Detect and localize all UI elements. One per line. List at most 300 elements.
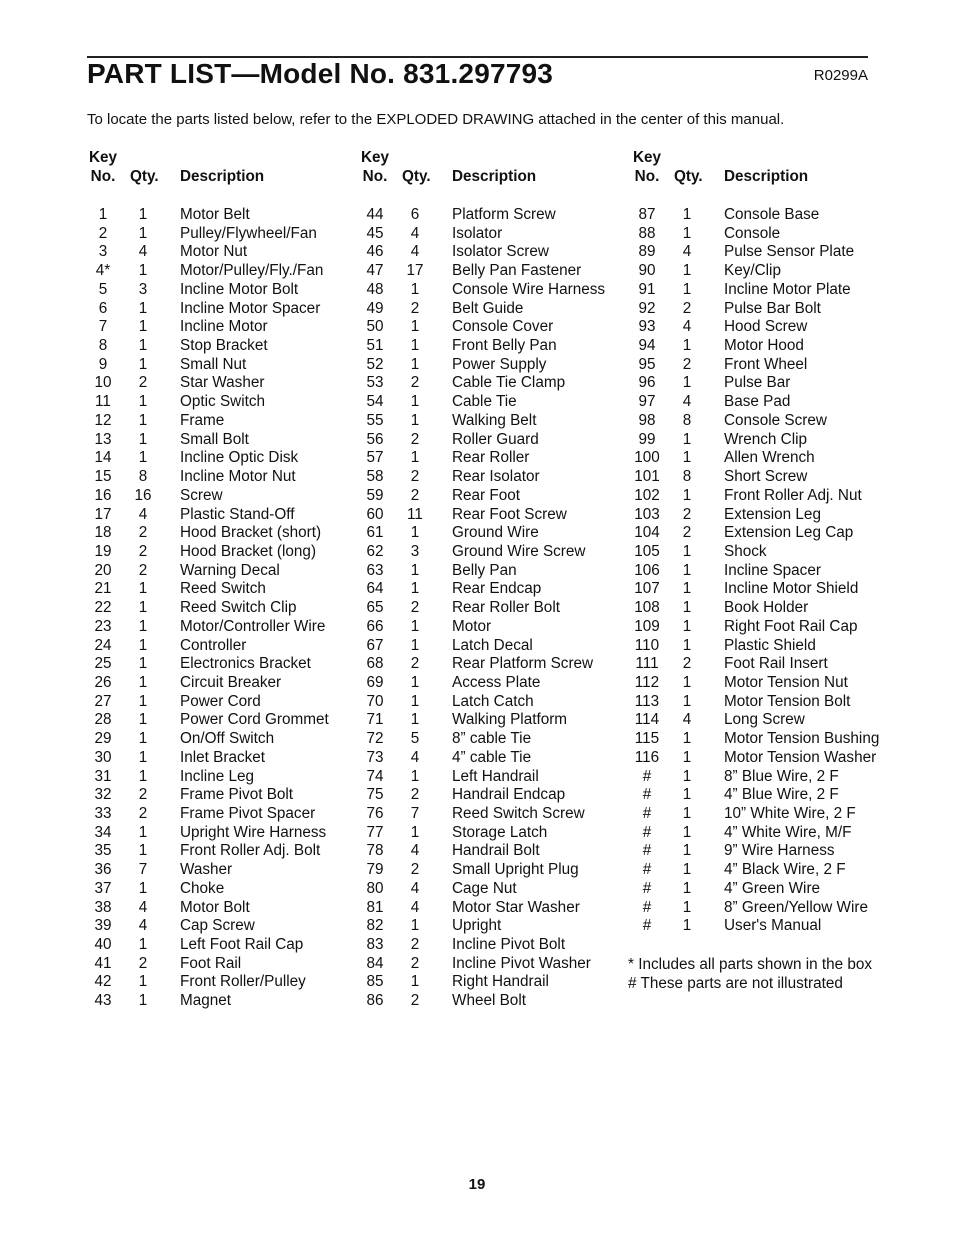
part-key-no: 43: [94, 992, 112, 1010]
header-qty: Qty.: [402, 168, 431, 185]
part-row: [631, 243, 891, 262]
part-description: Rear Roller Bolt: [452, 599, 560, 617]
part-key-no: 16: [94, 486, 112, 504]
part-row: [359, 524, 619, 543]
part-row: [631, 768, 891, 787]
part-description: Isolator Screw: [452, 243, 549, 261]
part-row: [631, 861, 891, 880]
part-key-no: 18: [94, 524, 112, 542]
part-key-no: 67: [366, 636, 384, 654]
part-key-no: 37: [94, 879, 112, 897]
part-qty: 1: [682, 561, 692, 579]
part-key-no: 114: [634, 711, 660, 729]
part-key-no: 53: [366, 374, 384, 392]
part-row: [87, 730, 347, 749]
part-row: [359, 431, 619, 450]
part-row: [631, 786, 891, 805]
part-description: Small Upright Plug: [452, 861, 579, 879]
part-row: [359, 655, 619, 674]
part-description: Warning Decal: [180, 561, 280, 579]
part-description: Incline Leg: [180, 767, 254, 785]
part-row: [631, 206, 891, 225]
part-description: Short Screw: [724, 468, 808, 486]
part-row: [631, 449, 891, 468]
part-key-no: 61: [366, 524, 384, 542]
part-description: Pulse Bar Bolt: [724, 299, 821, 317]
part-description: Front Roller Adj. Nut: [724, 486, 862, 504]
part-key-no: 54: [366, 393, 384, 411]
part-row: [87, 562, 347, 581]
part-description: Optic Switch: [180, 393, 266, 411]
part-qty: 8: [682, 411, 692, 429]
part-qty: 1: [410, 711, 420, 729]
part-qty: 1: [682, 580, 692, 598]
header-no: No.: [90, 168, 116, 185]
part-key-no: 25: [94, 655, 112, 673]
part-qty: 1: [682, 337, 692, 355]
part-qty: 2: [138, 805, 148, 822]
part-qty: 2: [682, 355, 692, 373]
part-qty: 2: [410, 861, 420, 879]
part-key-no: 52: [366, 355, 384, 373]
part-row: [631, 655, 891, 674]
part-description: Key/Clip: [724, 262, 781, 280]
part-key-no: 11: [95, 393, 111, 411]
part-description: Incline Motor Plate: [724, 280, 851, 298]
part-qty: 1: [138, 599, 148, 617]
part-description: 8” cable Tie: [452, 730, 532, 748]
part-description: Rear Foot: [452, 486, 521, 504]
part-qty: 2: [682, 299, 692, 317]
header-no: No.: [634, 168, 660, 185]
document-code: R0299A: [813, 67, 868, 84]
part-row: [631, 318, 891, 337]
part-description: Base Pad: [724, 393, 791, 411]
part-key-no: 75: [366, 786, 384, 804]
part-key-no: 17: [94, 505, 112, 523]
part-key-no: 89: [638, 243, 656, 261]
part-qty: 1: [410, 355, 420, 373]
part-qty: 1: [138, 879, 148, 897]
part-qty: 1: [410, 580, 420, 598]
part-key-no: 88: [638, 224, 656, 242]
part-qty: 1: [410, 636, 420, 654]
footnote-included: * Includes all parts shown in the box: [628, 956, 873, 973]
part-row: [359, 674, 619, 693]
part-key-no: 112: [634, 673, 660, 691]
part-description: Long Screw: [724, 711, 805, 729]
part-description: Storage Latch: [452, 823, 548, 841]
part-key-no: 73: [366, 748, 384, 766]
part-qty: 1: [138, 411, 148, 429]
part-key-no: 56: [366, 430, 384, 448]
part-key-no: 9: [98, 355, 108, 373]
part-qty: 1: [410, 337, 420, 355]
part-key-no: 22: [94, 599, 112, 617]
part-description: Magnet: [180, 992, 232, 1010]
part-row: [359, 936, 619, 955]
part-description: Controller: [180, 636, 247, 654]
part-row: [87, 543, 347, 562]
part-qty: 1: [410, 561, 420, 579]
part-row: [87, 674, 347, 693]
part-qty: 8: [138, 468, 148, 486]
part-qty: 1: [682, 805, 692, 822]
part-key-no: 2: [98, 224, 108, 242]
part-description: Rear Foot Screw: [452, 505, 567, 523]
header-qty: Qty.: [130, 168, 159, 185]
part-key-no: 63: [366, 561, 384, 579]
part-description: Power Cord: [180, 692, 261, 710]
part-qty: 1: [682, 842, 692, 860]
part-qty: 6: [410, 206, 420, 223]
part-row: [87, 300, 347, 319]
part-key-no: 64: [366, 580, 384, 598]
part-description: Incline Motor Nut: [180, 468, 296, 486]
part-qty: 1: [410, 767, 420, 785]
part-qty: 1: [410, 280, 420, 298]
part-qty: 1: [682, 486, 692, 504]
part-row: [359, 880, 619, 899]
part-row: [87, 374, 347, 393]
part-qty: 1: [138, 262, 148, 280]
part-key-no: 99: [638, 430, 656, 448]
part-qty: 1: [138, 973, 148, 991]
part-qty: 1: [138, 337, 148, 355]
part-row: [87, 468, 347, 487]
part-key-no: 77: [366, 823, 384, 841]
part-qty: 4: [410, 243, 420, 261]
part-key-no: 36: [94, 861, 112, 879]
part-description: Upright Wire Harness: [180, 823, 327, 841]
part-qty: 7: [138, 861, 148, 879]
part-qty: 1: [682, 917, 692, 935]
part-description: Rear Isolator: [452, 468, 540, 486]
part-description: Front Roller/Pulley: [180, 973, 306, 991]
part-description: Extension Leg: [724, 505, 821, 523]
part-row: [87, 281, 347, 300]
part-row: [359, 543, 619, 562]
part-key-no: 49: [366, 299, 384, 317]
header-key: Key: [633, 149, 662, 166]
part-qty: 1: [138, 393, 148, 411]
part-description: Rear Roller: [452, 449, 530, 467]
part-description: Motor: [452, 617, 492, 635]
part-row: [87, 768, 347, 787]
part-description: Console Wire Harness: [452, 280, 606, 298]
part-qty: 5: [410, 730, 420, 748]
part-qty: 1: [410, 692, 420, 710]
part-key-no: 70: [366, 692, 384, 710]
part-row: [359, 618, 619, 637]
part-key-no: 19: [94, 542, 112, 560]
part-description: Screw: [180, 486, 223, 504]
part-key-no: 79: [366, 861, 384, 879]
part-row: [359, 992, 619, 1011]
part-row: [359, 861, 619, 880]
part-key-no: 33: [94, 805, 112, 822]
part-key-no: 116: [634, 748, 660, 766]
part-qty: 2: [410, 599, 420, 617]
part-key-no: 40: [94, 936, 112, 954]
part-description: Ground Wire Screw: [452, 542, 586, 560]
part-row: [631, 506, 891, 525]
part-qty: 1: [682, 636, 692, 654]
part-key-no: 5: [98, 280, 108, 298]
part-row: [631, 899, 891, 918]
part-qty: 4: [410, 224, 420, 242]
part-key-no: 4*: [95, 262, 111, 280]
part-row: [87, 899, 347, 918]
part-row: [631, 674, 891, 693]
part-key-no: 32: [94, 786, 112, 804]
part-description: Walking Platform: [452, 711, 568, 729]
part-qty: 4: [682, 711, 692, 729]
part-description: Access Plate: [452, 673, 541, 691]
part-row: [87, 786, 347, 805]
part-description: Right Handrail: [452, 973, 549, 991]
part-row: [631, 824, 891, 843]
part-row: [359, 899, 619, 918]
part-key-no: 71: [366, 711, 384, 729]
part-description: Motor/Controller Wire: [180, 617, 326, 635]
part-row: [631, 412, 891, 431]
part-row: [87, 337, 347, 356]
part-key-no: #: [642, 805, 652, 822]
part-qty: 17: [406, 262, 424, 280]
part-row: [87, 637, 347, 656]
header-description: Description: [180, 168, 265, 185]
part-row: [359, 318, 619, 337]
part-qty: 2: [138, 542, 148, 560]
part-qty: 1: [410, 973, 420, 991]
part-key-no: 84: [366, 954, 384, 972]
part-key-no: 45: [366, 224, 384, 242]
part-description: Console Base: [724, 206, 820, 223]
part-key-no: 109: [634, 617, 660, 635]
part-row: [87, 506, 347, 525]
part-qty: 1: [138, 823, 148, 841]
part-row: [359, 637, 619, 656]
part-key-no: 38: [94, 898, 112, 916]
part-description: Frame Pivot Spacer: [180, 805, 316, 822]
part-row: [631, 356, 891, 375]
part-row: [359, 842, 619, 861]
part-key-no: 12: [94, 411, 112, 429]
part-row: [87, 599, 347, 618]
part-qty: 1: [682, 206, 692, 223]
part-description: Motor/Pulley/Fly./Fan: [180, 262, 324, 280]
part-description: Incline Pivot Bolt: [452, 936, 566, 954]
part-qty: 1: [410, 917, 420, 935]
part-key-no: 60: [366, 505, 384, 523]
part-qty: 2: [410, 992, 420, 1010]
part-description: Shock: [724, 542, 767, 560]
part-key-no: 44: [366, 206, 384, 223]
part-key-no: 47: [366, 262, 384, 280]
part-key-no: 23: [94, 617, 112, 635]
part-qty: 1: [682, 767, 692, 785]
part-description: Incline Motor Bolt: [180, 280, 299, 298]
header-no: No.: [362, 168, 388, 185]
part-qty: 4: [682, 393, 692, 411]
part-row: [87, 824, 347, 843]
part-key-no: 1: [98, 206, 108, 223]
part-row: [631, 225, 891, 244]
part-description: Inlet Bracket: [180, 748, 266, 766]
part-qty: 1: [138, 636, 148, 654]
part-description: Ground Wire: [452, 524, 539, 542]
part-row: [359, 749, 619, 768]
part-row: [631, 393, 891, 412]
part-key-no: 98: [638, 411, 656, 429]
part-qty: 4: [138, 505, 148, 523]
part-row: [631, 300, 891, 319]
part-qty: 1: [410, 524, 420, 542]
part-description: Cable Tie Clamp: [452, 374, 566, 392]
part-qty: 4: [410, 898, 420, 916]
part-key-no: 28: [94, 711, 112, 729]
part-description: Handrail Bolt: [452, 842, 540, 860]
part-qty: 1: [138, 655, 148, 673]
part-description: Power Supply: [452, 355, 547, 373]
part-description: Cap Screw: [180, 917, 255, 935]
part-key-no: 46: [366, 243, 384, 261]
part-row: [87, 487, 347, 506]
part-qty: 2: [410, 655, 420, 673]
part-description: Book Holder: [724, 599, 809, 617]
part-key-no: 82: [366, 917, 384, 935]
part-description: Belly Pan: [452, 561, 517, 579]
part-qty: 7: [410, 805, 420, 822]
part-qty: 1: [682, 861, 692, 879]
part-description: Frame Pivot Bolt: [180, 786, 294, 804]
part-key-no: 21: [94, 580, 112, 598]
part-key-no: #: [642, 879, 652, 897]
part-row: [359, 206, 619, 225]
part-description: Platform Screw: [452, 206, 556, 223]
part-row: [359, 730, 619, 749]
part-row: [359, 506, 619, 525]
part-row: [359, 393, 619, 412]
part-qty: 1: [138, 318, 148, 336]
part-key-no: #: [642, 917, 652, 935]
part-description: Motor Tension Bushing: [724, 730, 880, 748]
part-row: [631, 599, 891, 618]
part-row: [631, 281, 891, 300]
part-row: [87, 412, 347, 431]
part-description: Rear Endcap: [452, 580, 542, 598]
part-qty: 2: [410, 430, 420, 448]
part-qty: 1: [410, 411, 420, 429]
part-description: Star Washer: [180, 374, 265, 392]
part-key-no: 50: [366, 318, 384, 336]
footnotes: [628, 956, 872, 993]
part-row: [631, 337, 891, 356]
parts-rows: [359, 206, 619, 1011]
part-qty: 1: [138, 580, 148, 598]
part-description: 4” Blue Wire, 2 F: [724, 786, 839, 804]
part-row: [359, 243, 619, 262]
part-row: [631, 487, 891, 506]
part-row: [631, 468, 891, 487]
part-qty: 1: [682, 430, 692, 448]
part-qty: 2: [410, 486, 420, 504]
part-row: [631, 262, 891, 281]
part-key-no: 100: [634, 449, 660, 467]
part-qty: 1: [138, 730, 148, 748]
part-key-no: 108: [634, 599, 660, 617]
part-key-no: 51: [366, 337, 384, 355]
part-description: Motor Hood: [724, 337, 804, 355]
part-description: 9” Wire Harness: [724, 842, 835, 860]
part-qty: 1: [410, 318, 420, 336]
part-row: [359, 955, 619, 974]
part-key-no: 10: [94, 374, 112, 392]
part-row: [631, 637, 891, 656]
part-row: [359, 468, 619, 487]
part-key-no: 34: [94, 823, 112, 841]
part-qty: 1: [410, 673, 420, 691]
part-qty: 1: [682, 224, 692, 242]
part-qty: 3: [138, 280, 148, 298]
part-key-no: 48: [366, 280, 384, 298]
part-row: [359, 917, 619, 936]
part-key-no: 83: [366, 936, 384, 954]
part-row: [631, 618, 891, 637]
part-key-no: #: [642, 767, 652, 785]
part-key-no: 7: [98, 318, 108, 336]
part-description: Incline Optic Disk: [180, 449, 299, 467]
part-row: [87, 206, 347, 225]
part-qty: 2: [410, 299, 420, 317]
part-qty: 4: [138, 243, 148, 261]
part-key-no: 110: [634, 636, 660, 654]
part-key-no: 26: [94, 673, 112, 691]
part-description: Motor Nut: [180, 243, 248, 261]
part-row: [87, 243, 347, 262]
part-key-no: 76: [366, 805, 384, 822]
header-description: Description: [452, 168, 537, 185]
part-description: 8” Green/Yellow Wire: [724, 898, 868, 916]
part-key-no: 14: [94, 449, 112, 467]
part-qty: 1: [682, 280, 692, 298]
part-row: [631, 580, 891, 599]
part-qty: 1: [682, 449, 692, 467]
part-row: [359, 412, 619, 431]
part-row: [631, 374, 891, 393]
part-description: Front Wheel: [724, 355, 808, 373]
part-row: [359, 824, 619, 843]
part-description: Cage Nut: [452, 879, 517, 897]
part-description: Isolator: [452, 224, 503, 242]
part-row: [631, 730, 891, 749]
part-description: Console Screw: [724, 411, 827, 429]
part-description: Electronics Bracket: [180, 655, 311, 673]
part-key-no: 90: [638, 262, 656, 280]
part-qty: 1: [138, 449, 148, 467]
part-key-no: 31: [94, 767, 112, 785]
part-row: [87, 693, 347, 712]
part-key-no: #: [642, 842, 652, 860]
part-key-no: 111: [635, 655, 659, 673]
part-qty: 1: [682, 673, 692, 691]
part-description: 4” Green Wire: [724, 879, 821, 897]
part-row: [631, 693, 891, 712]
part-description: Handrail Endcap: [452, 786, 566, 804]
part-qty: 2: [410, 936, 420, 954]
part-description: Pulse Sensor Plate: [724, 243, 855, 261]
